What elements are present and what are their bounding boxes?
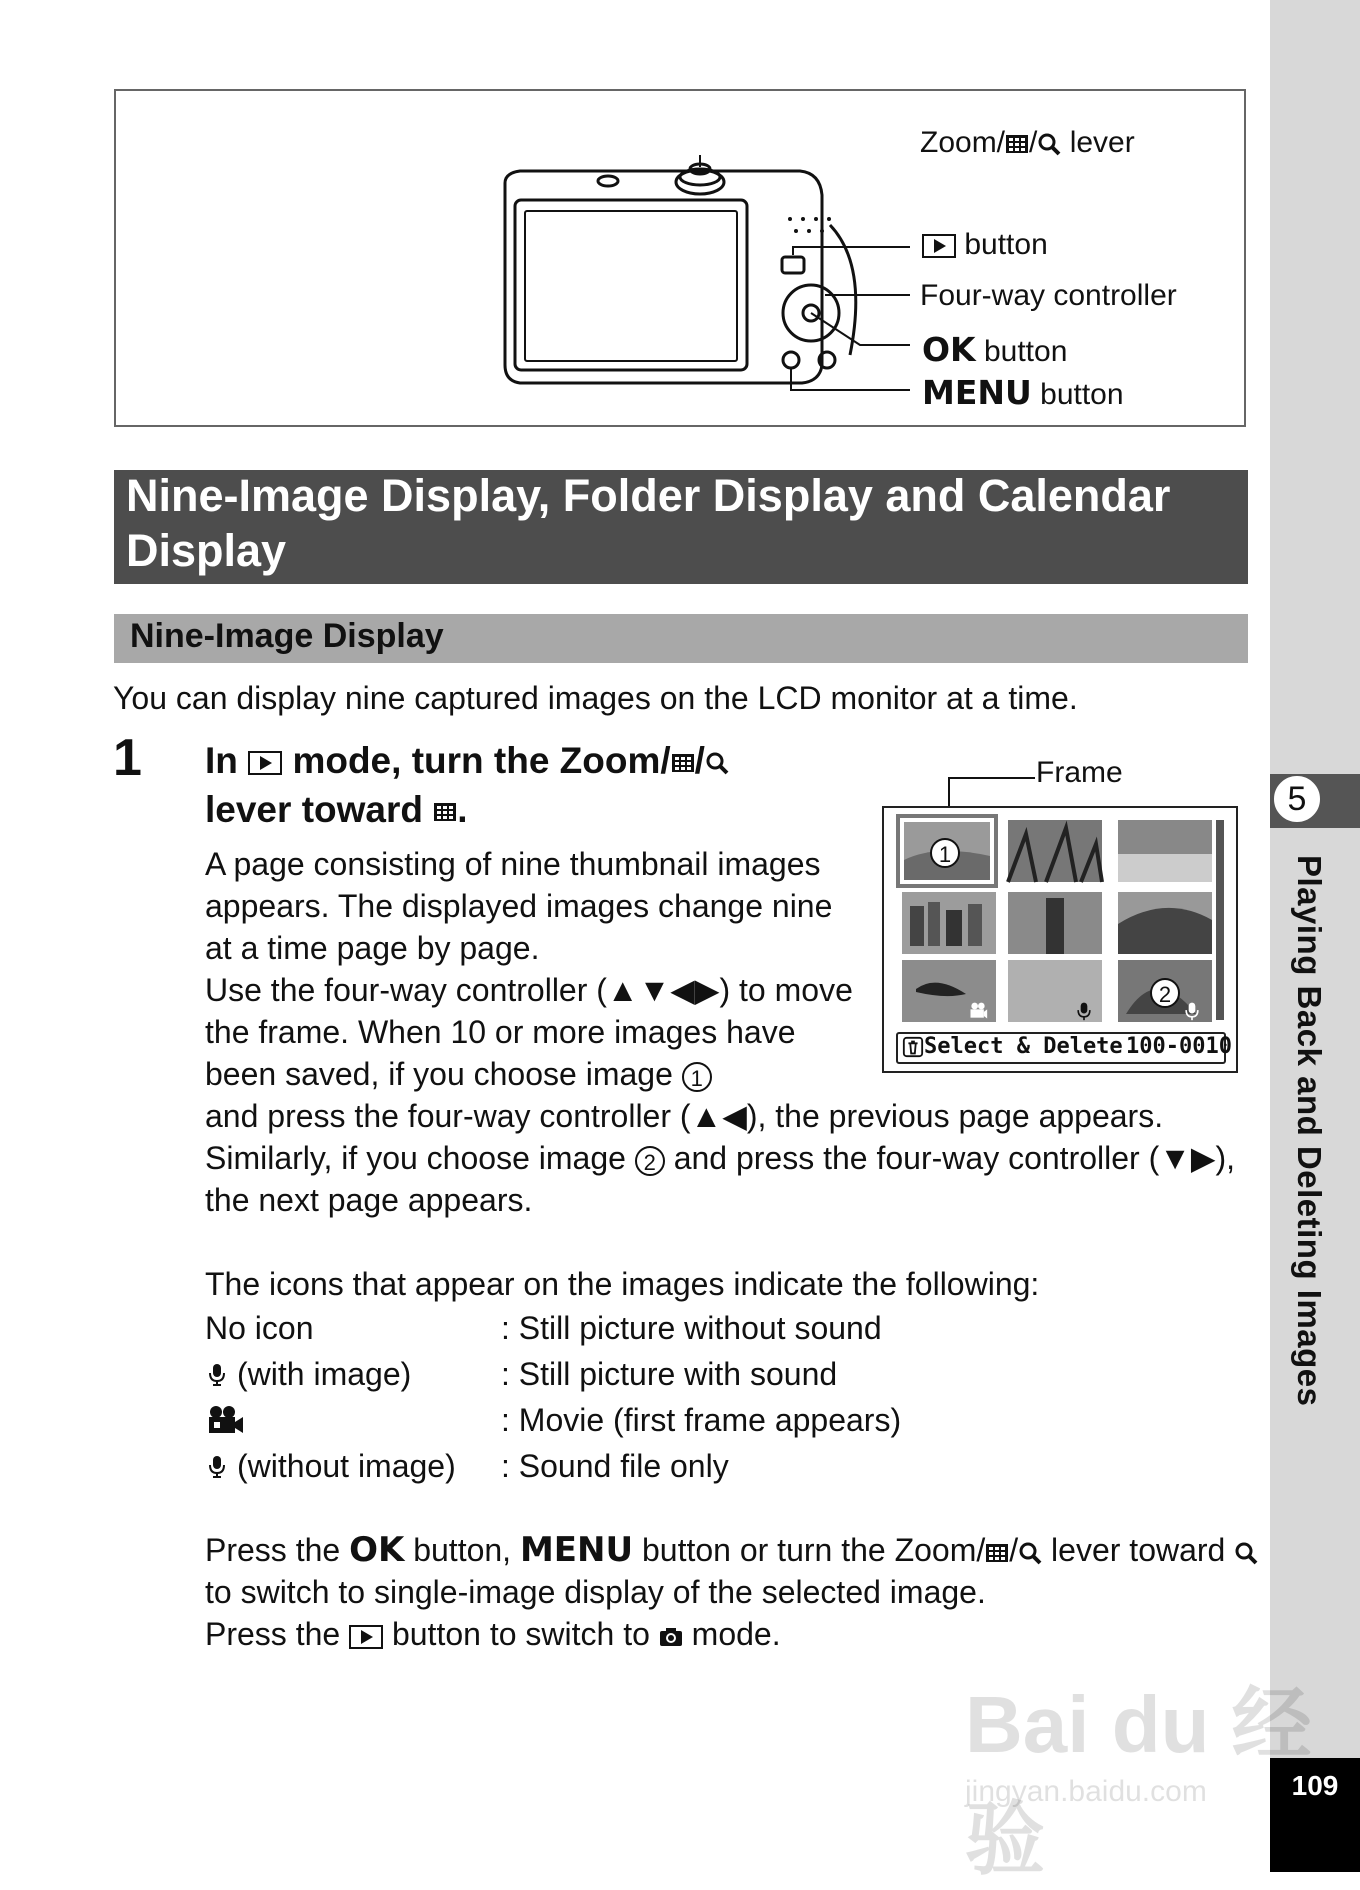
icon-row <box>205 1305 901 1351</box>
step-heading: In mode, turn the Zoom/ / lever toward . <box>205 736 865 834</box>
icon-row-right: : Sound file only <box>501 1447 729 1484</box>
icon-row-right: : Still picture without sound <box>501 1309 882 1346</box>
magnify-icon <box>1234 1541 1258 1565</box>
play-button-label: button <box>964 228 1048 261</box>
icon-legend-table <box>205 1305 901 1489</box>
icon-row-left: (with image) <box>237 1355 412 1392</box>
marker-1-text: 1 <box>930 838 960 868</box>
step-description-continued <box>205 1095 1255 1221</box>
p3-g: button to switch to <box>391 1616 650 1652</box>
marker-2-text: 2 <box>1150 978 1180 1008</box>
trash-icon <box>902 1036 924 1058</box>
camera-icon <box>659 1625 683 1649</box>
watermark-url: jingyan.baidu.com <box>965 1775 1207 1808</box>
step-head-mid: mode, turn the Zoom/ <box>292 740 671 781</box>
subsection-heading: Nine-Image Display <box>130 617 444 655</box>
movie-camera-icon <box>968 1000 988 1022</box>
step-para-1c: and press the four-way controller (▲◀), the previous page appears. Similarly, if you choose image <box>205 1098 1164 1176</box>
closing-paragraph: Press the OK button, MENU button or turn the Zoom/ / lever toward to switch to single-image display of the selected image. Press the button to switch to mode. <box>205 1529 1265 1655</box>
nine-grid-icon <box>433 800 457 824</box>
ok-text: OK <box>349 1530 405 1570</box>
zoom-lever-callout: Zoom/ / lever <box>920 126 1135 159</box>
menu-label: MENU <box>922 373 1032 412</box>
page-number: 109 <box>1291 1770 1339 1801</box>
p3-h: mode. <box>691 1616 781 1652</box>
step-head-end: lever toward <box>205 789 423 830</box>
icon-row-right: : Movie (first frame appears) <box>501 1401 902 1438</box>
icon-row-left: No icon <box>205 1309 314 1346</box>
section-heading: Nine-Image Display, Folder Display and Calendar Display <box>126 470 1171 576</box>
menu-button-callout <box>922 373 1124 412</box>
status-left-text: Select & Delete <box>924 1034 1123 1059</box>
step-number: 1 <box>113 729 142 787</box>
thumbnail-marker-1 <box>930 838 960 868</box>
playback-icon <box>248 751 282 775</box>
status-select-delete <box>902 1034 1123 1059</box>
zoom-suffix: lever <box>1061 126 1135 159</box>
icons-intro: The icons that appear on the images indicate the following: <box>205 1266 1040 1302</box>
menu-suffix: button <box>1040 378 1124 411</box>
play-button-callout <box>922 228 1048 262</box>
nine-grid-icon <box>985 1541 1009 1565</box>
ok-suffix: button <box>983 335 1068 368</box>
nine-grid-icon <box>671 751 695 775</box>
chapter-title: Playing Back and Deleting Images <box>1291 855 1328 1407</box>
status-file-number: 100-0010 <box>1126 1034 1232 1059</box>
intro-text: You can display nine captured images on the LCD monitor at a time. <box>113 680 1078 716</box>
step-head-in: In <box>205 740 238 781</box>
step-para-1d: and press the four-way controller (▼▶), the next page appears. <box>205 1140 1236 1218</box>
zoom-prefix: Zoom/ <box>920 126 1006 159</box>
icon-row-left: (without image) <box>237 1447 456 1484</box>
p3-a: Press the <box>205 1532 341 1568</box>
step-para-1: A page consisting of nine thumbnail images appears. The displayed images change nine at a time page by page. <box>205 846 833 966</box>
menu-text: MENU <box>519 1530 634 1570</box>
step-description <box>205 843 865 1095</box>
icon-row <box>205 1397 901 1443</box>
playback-icon <box>922 234 956 258</box>
frame-label: Frame <box>1036 756 1123 789</box>
microphone-icon <box>1074 1000 1094 1022</box>
thumbnail-marker-2 <box>1150 978 1180 1008</box>
chapter-number: 5 <box>1272 774 1322 824</box>
p3-e: to switch to single-image display of the selected image. <box>205 1574 986 1610</box>
watermark-logo: Bai du 经验 <box>965 1680 1312 1884</box>
ok-label: OK <box>922 330 976 369</box>
p3-d: lever toward <box>1051 1532 1226 1568</box>
magnify-icon <box>705 751 729 775</box>
circle-marker-1: 1 <box>682 1062 712 1092</box>
step-head-period: . <box>457 789 468 830</box>
microphone-icon <box>205 1362 229 1386</box>
p3-b: button, <box>413 1532 512 1568</box>
icon-row-right: : Still picture with sound <box>501 1355 838 1392</box>
playback-icon <box>349 1625 383 1649</box>
p3-c: button or turn the Zoom/ <box>641 1532 986 1568</box>
camera-back-illustration <box>490 155 920 395</box>
microphone-icon <box>1182 1000 1202 1022</box>
icon-row <box>205 1443 901 1489</box>
step-para-1b: Use the four-way controller (▲▼◀▶) to move the frame. When 10 or more images have been saved, if you choose image <box>205 972 853 1092</box>
four-way-callout: Four-way controller <box>920 279 1177 312</box>
microphone-icon <box>205 1454 229 1478</box>
ok-button-callout <box>922 330 1067 369</box>
movie-camera-icon <box>205 1404 245 1436</box>
magnify-icon <box>1018 1541 1042 1565</box>
circle-marker-2: 2 <box>635 1146 665 1176</box>
p3-f: Press the <box>205 1616 341 1652</box>
magnify-icon <box>1037 132 1061 156</box>
nine-grid-icon <box>1005 132 1029 156</box>
icon-row <box>205 1351 901 1397</box>
